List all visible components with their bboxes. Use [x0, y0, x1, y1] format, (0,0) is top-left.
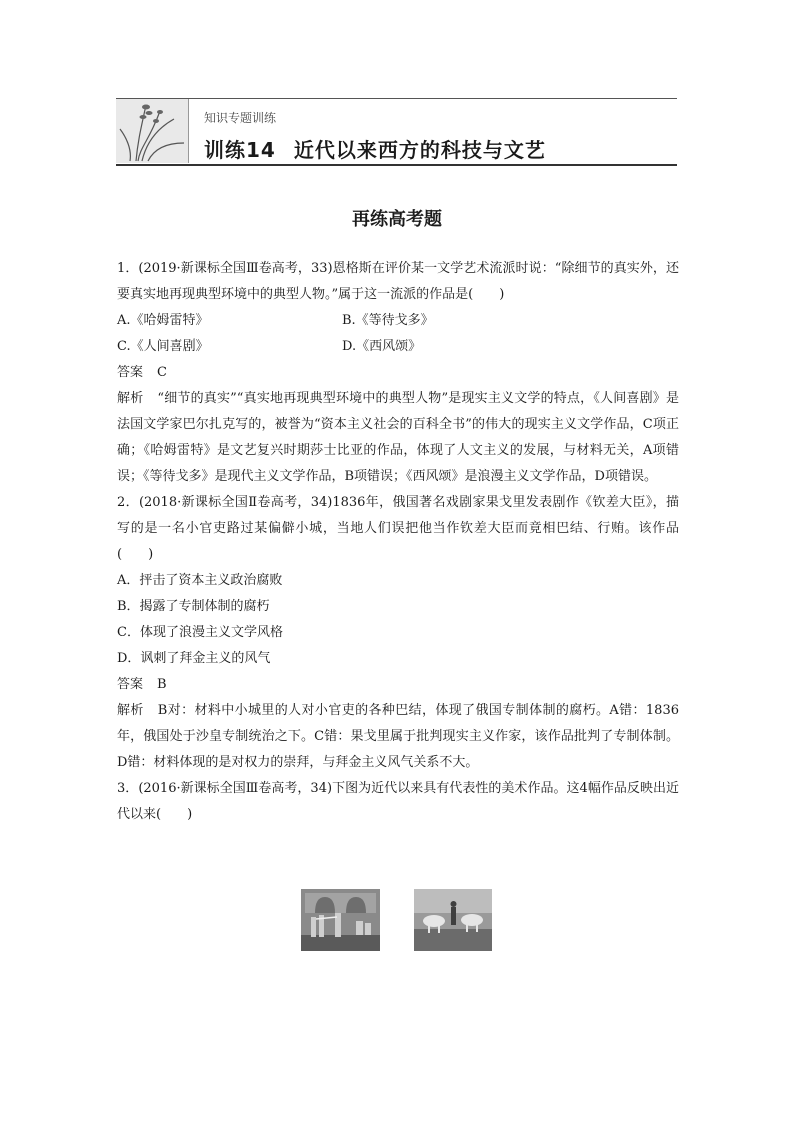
q2-analysis — [117, 698, 679, 776]
question-list — [117, 256, 679, 828]
q1-option-d: D.《西风颂》 — [342, 339, 422, 354]
q1-answer — [117, 360, 679, 386]
page-header — [116, 98, 677, 166]
q2-answer — [117, 672, 679, 698]
q1-answer-label: 答案 — [117, 365, 144, 380]
artwork-plowing-image — [414, 889, 492, 951]
q1-analysis-text: “细节的真实”“真实地再现典型环境中的典型人物”是现实主义文学的特点，《人间喜剧》是法国文学家巴尔扎克写的，被誉为“资本主义社会的百科全书”的伟大的现实主义文学作品，C项正确；《哈姆雷特》是文艺复兴时期莎士比亚的作品，体现了人文主义的发展，与材料无关，A项错误；《等待戈多》是现代主义文学作品，B项错误；《西风颂》是浪漫主义文学作品，D项错误。 — [117, 391, 679, 484]
q2-option-b: B．揭露了专制体制的腐朽 — [117, 599, 270, 614]
artwork-oath-image — [301, 889, 380, 951]
lesson-number: 训练14 — [204, 138, 276, 162]
q3-artwork-images — [0, 889, 794, 953]
header-bottom-rule — [116, 164, 677, 166]
header-top-rule — [116, 98, 677, 99]
q1-option-c: C.《人间喜剧》 — [117, 339, 209, 354]
q2-stem: 2．(2018·新课标全国Ⅱ卷高考，34)1836年，俄国著名戏剧家果戈里发表剧作《钦差大臣》，描写的是一名小官吏路过某偏僻小城，当地人们误把他当作钦差大臣而竟相巴结、行贿。该作品( ) — [117, 495, 679, 562]
header-subtitle: 知识专题训练 — [204, 111, 277, 125]
q2-answer-label: 答案 — [117, 677, 144, 692]
page-title — [204, 134, 546, 163]
section-title: 再练高考题 — [352, 209, 442, 230]
orchid-logo-icon — [116, 99, 189, 163]
q1-options-row2 — [117, 334, 679, 360]
q1-analysis — [117, 386, 679, 490]
q1-analysis-label: 解析 — [117, 391, 144, 406]
q2-option-a: A．抨击了资本主义政治腐败 — [117, 573, 283, 588]
q2-analysis-text: B对：材料中小城里的人对小官吏的各种巴结，体现了俄国专制体制的腐朽。A错：1836年，俄国处于沙皇专制统治之下。C错：果戈里属于批判现实主义作家，该作品批判了专制体制。D错：材料体现的是对权力的崇拜，与拜金主义风气关系不大。 — [117, 703, 679, 770]
q1-option-a: A.《哈姆雷特》 — [117, 313, 209, 328]
q2-option-c: C．体现了浪漫主义文学风格 — [117, 625, 283, 640]
q2-analysis-label: 解析 — [117, 703, 144, 718]
q1-stem: 1．(2019·新课标全国Ⅲ卷高考，33)恩格斯在评价某一文学艺术流派时说：“除细节的真实外，还要真实地再现典型环境中的典型人物。”属于这一流派的作品是( ) — [117, 261, 679, 302]
q2-option-d: D．讽刺了拜金主义的风气 — [117, 651, 271, 666]
q1-option-b: B.《等待戈多》 — [342, 313, 434, 328]
q1-options-row1 — [117, 308, 679, 334]
lesson-title: 近代以来西方的科技与文艺 — [293, 138, 546, 162]
q2-answer-value: B — [157, 677, 167, 692]
q1-answer-value: C — [157, 365, 167, 380]
q3-stem: 3．(2016·新课标全国Ⅲ卷高考，34)下图为近代以来具有代表性的美术作品。这4幅作品反映出近代以来( ) — [117, 781, 679, 822]
